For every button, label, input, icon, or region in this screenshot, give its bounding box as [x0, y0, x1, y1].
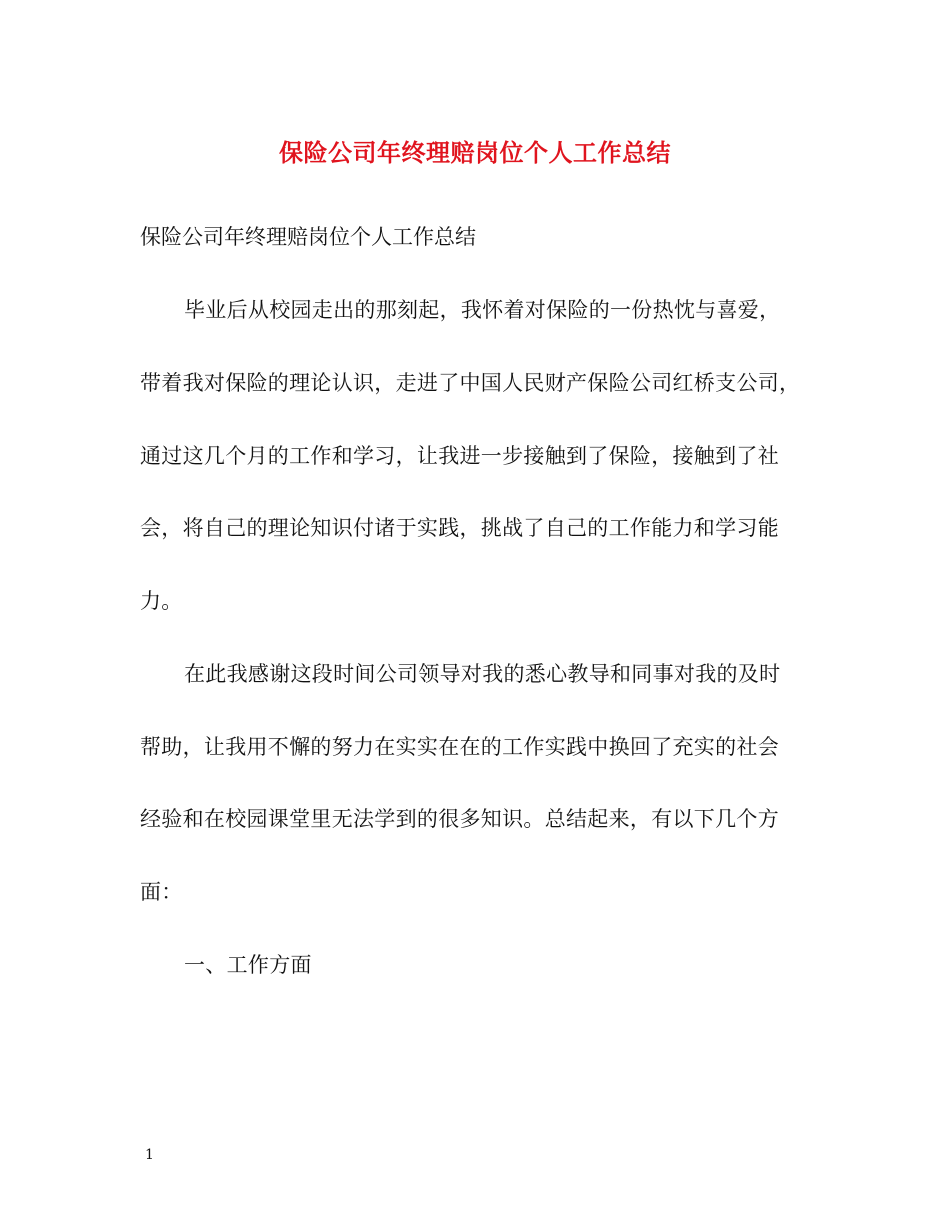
- document-subtitle: 保险公司年终理赔岗位个人工作总结: [140, 225, 476, 249]
- paragraph-2-line-3: 经验和在校园课堂里无法学到的很多知识。总结起来，有以下几个方: [140, 807, 779, 831]
- paragraph-2-line-2: 帮助，让我用不懈的努力在实实在在的工作实践中换回了充实的社会: [140, 735, 779, 759]
- paragraph-1-line-3: 通过这几个月的工作和学习，让我进一步接触到了保险，接触到了社: [140, 444, 779, 468]
- paragraph-1-line-4: 会，将自己的理论知识付诸于实践，挑战了自己的工作能力和学习能: [140, 516, 779, 540]
- paragraph-1-line-5: 力。: [140, 589, 183, 613]
- page-number: 1: [145, 1147, 154, 1163]
- document-title: 保险公司年终理赔岗位个人工作总结: [279, 138, 671, 167]
- paragraph-2-line-1: 在此我感谢这段时间公司领导对我的悉心教导和同事对我的及时: [184, 662, 781, 686]
- paragraph-1-line-2: 带着我对保险的理论认识，走进了中国人民财产保险公司红桥支公司，: [140, 371, 801, 395]
- paragraph-1-line-1: 毕业后从校园走出的那刻起，我怀着对保险的一份热忱与喜爱，: [184, 298, 781, 322]
- section-heading-work: 一、工作方面: [184, 953, 312, 977]
- paragraph-2-line-4: 面：: [140, 880, 183, 904]
